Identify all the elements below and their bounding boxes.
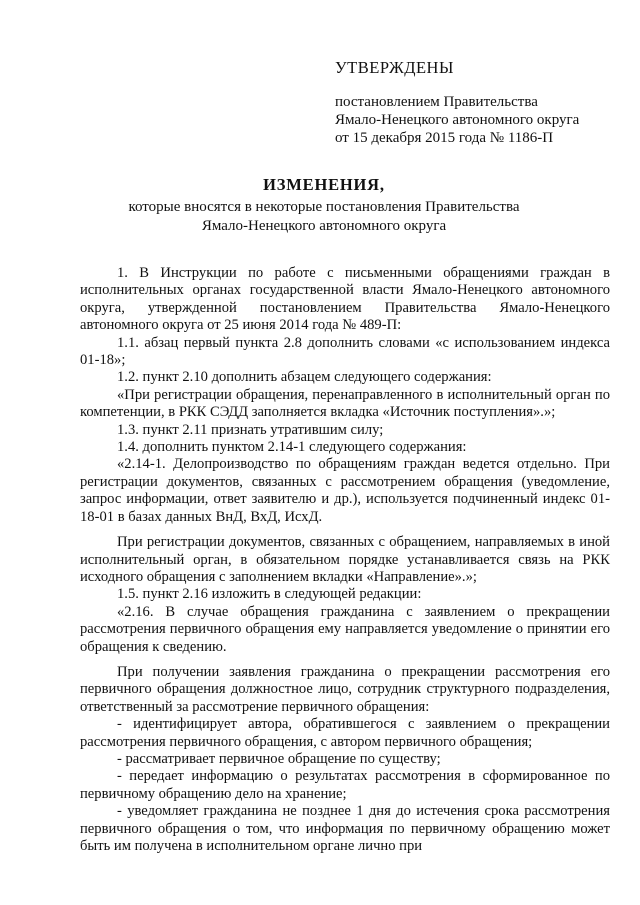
paragraph: 1.1. абзац первый пункта 2.8 дополнить словами «с использованием индекса 01-18»; (80, 334, 610, 369)
paragraph: «При регистрации обращения, перенаправленного в исполнительный орган по компетенции, в РКК СЭДД заполняется вкладка «Источник поступления».»; (80, 386, 610, 421)
paragraph: - идентифицирует автора, обратившегося с заявлением о прекращении рассмотрения первичного обращения, с автором первичного обращения; (80, 716, 610, 750)
paragraph: - передает информацию о результатах рассмотрения в сформированное по первичному обращению дело на хранение; (80, 768, 610, 802)
paragraph: 1.2. пункт 2.10 дополнить абзацем следующего содержания: (117, 369, 492, 386)
paragraph: - уведомляет гражданина не позднее 1 дня до истечения срока рассмотрения первичного обращения о том, что информация по первичному обращению может быть им получена в исполнительном органе лично при (80, 803, 610, 854)
paragraph: - рассматривает первичное обращение по существу; (117, 750, 441, 767)
paragraph: 1.3. пункт 2.11 признать утратившим силу; (117, 421, 384, 438)
approval-title: УТВЕРЖДЕНЫ (335, 58, 454, 77)
approval-line-1: постановлением Правительства (335, 94, 538, 110)
paragraph: При получении заявления гражданина о прекращении рассмотрения его первичного обращения должностное лицо, сотрудник структурного подразделения, ответственный за рассмотрение первичного обращения: (80, 663, 610, 715)
document-body (80, 265, 610, 855)
document-heading (60, 175, 588, 235)
paragraph: 1. В Инструкции по работе с письменными обращениями граждан в исполнительных органах государственной власти Ямало-Ненецкого автономного округа, утвержденной постановлением Правительства Ямало-Ненецкого автономного округа от 25 июня 2014 года № 489-П: (80, 265, 610, 334)
approval-line-2: Ямало-Ненецкого автономного округа (335, 112, 580, 128)
paragraph: 1.5. пункт 2.16 изложить в следующей редакции: (117, 586, 422, 603)
paragraph: «2.16. В случае обращения гражданина с заявлением о прекращении рассмотрения первичного обращения ему направляется уведомление о принятии его обращения к сведению. (80, 603, 610, 655)
approval-block (335, 58, 625, 147)
paragraph: При регистрации документов, связанных с обращением, направляемых в иной исполнительный орган, в обязательном порядке устанавливается связь на РКК исходного обращения с заполнением вкладки «Направление».»; (80, 534, 610, 585)
approval-line-3: от 15 декабря 2015 года № 1186-П (335, 130, 554, 146)
paragraph: «2.14-1. Делопроизводство по обращениям граждан ведется отдельно. При регистрации документов, связанных с рассмотрением обращения (уведомление, запрос информации, ответ заявителю и др.), используется подчиненный индекс 01-18-01 в базах данных ВнД, ВхД, ИсхД. (80, 456, 610, 525)
document-title: ИЗМЕНЕНИЯ, (263, 175, 385, 194)
document-subtitle-line-1: которые вносятся в некоторые постановления Правительства (128, 199, 520, 215)
paragraph: 1.4. дополнить пунктом 2.14-1 следующего содержания: (117, 439, 467, 456)
document-subtitle-line-2: Ямало-Ненецкого автономного округа (201, 217, 447, 234)
